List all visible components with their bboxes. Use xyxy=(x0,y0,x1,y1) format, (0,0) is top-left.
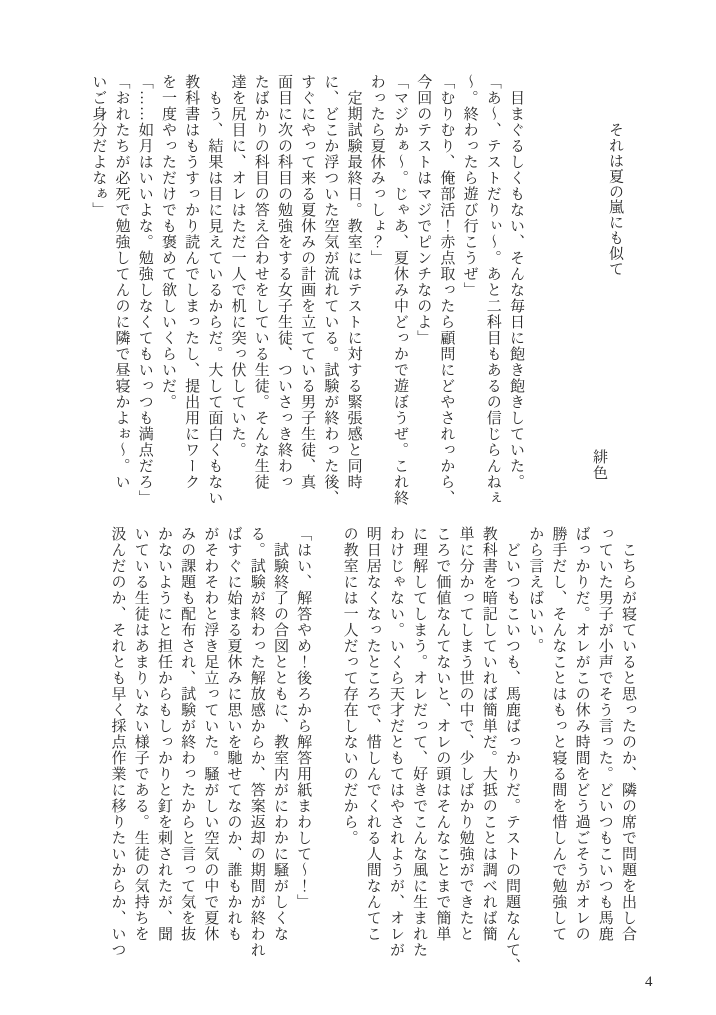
text-line: 「あ〜、テストだりぃ〜。あと二科目もあるの信じらんねぇ xyxy=(484,74,501,506)
text-line: 「……如月はいいよな。勉強しなくてもいっつも満点だろ」 xyxy=(136,74,153,506)
page-number: 4 xyxy=(645,974,653,990)
text-line: 「おれたちが必死で勉強してんのに隣で昼寝かよぉ〜。い xyxy=(113,74,130,490)
text-line: ばすぐに始まる夏休みに思いを馳せてなのか、誰もかれも xyxy=(225,526,242,942)
text-block-bottom xyxy=(105,526,639,978)
text-line: 定期試験最終日。教室にはテストに対する緊張感と同時 xyxy=(345,74,362,490)
text-line: 「はい、解答やめ！後ろから解答用紙まわして〜！」 xyxy=(295,526,312,910)
text-line: に、どこか浮ついた空気が流れている。試験が終わった後、 xyxy=(322,74,339,506)
text-line: 面目に次の科目の勉強をする女子生徒、ついさっき終わっ xyxy=(275,74,292,490)
text-line: 「マジかぁ〜。じゃあ、夏休み中どっかで遊ぼうぜ。これ終 xyxy=(391,74,408,506)
text-line: みの課題も配布され、試験が終わったからと言って気を抜 xyxy=(179,526,196,942)
text-line: 教科書を暗記していれば簡単だ。大抵のことは調べれば簡 xyxy=(480,526,497,942)
text-line: いている生徒はあまりいない様子である。生徒の気持ちを xyxy=(132,526,149,942)
text-line: かないようにと担任からもしっかりと釘を刺されたが、聞 xyxy=(155,526,172,942)
author-name: 緋色 xyxy=(591,449,607,481)
text-line: わけじゃない。いくら天才だともてはやされようが、オレが xyxy=(387,526,404,958)
text-line: 今回のテストはマジでピンチなのよ」 xyxy=(415,74,432,346)
text-line: がそわそわと浮き足立っていた。騒がしい空気の中で夏休 xyxy=(202,526,219,942)
text-line: の教室には一人だって存在しないのだから。 xyxy=(341,526,358,846)
text-line: すぐにやって来る夏休みの計画を立てている男子生徒、真 xyxy=(299,74,316,490)
text-line: 明日居なくなったところで、惜しんでくれる人間なんてこ xyxy=(364,526,381,942)
text-line: に理解してしまう。オレだって、好きでこんな風に生まれた xyxy=(411,526,428,958)
text-line: から言えばいい。 xyxy=(527,526,544,654)
text-line: 汲んだのか、それとも早く採点作業に移りたいからか、いつ xyxy=(109,526,126,958)
text-line: 勝手だし、そんなことはもっと寝る間を惜しんで勉強して xyxy=(550,526,567,942)
text-line: る。試験が終わった解放感からか、答案返却の期間が終われ xyxy=(248,526,265,958)
text-line: 単に分かってしまう世の中で、少しばかり勉強ができたと xyxy=(457,526,474,942)
text-line: こちらが寝ていると思ったのか、隣の席で問題を出し合 xyxy=(620,526,636,942)
text-line: ばっかりだ。オレがこの休み時間をどう過ごそうがオレの xyxy=(573,526,590,942)
text-block-top xyxy=(86,74,527,506)
text-line: 試験終了の合図とともに、教室内がにわかに騒がしくな xyxy=(271,526,288,942)
text-line: 達を尻目に、オレはただ一人で机に突っ伏していた。 xyxy=(229,74,246,458)
text-line: どいつもこいつも、馬鹿ばっかりだ。テストの問題なんて、 xyxy=(503,526,520,974)
text-line: ころで価値なんてないと、オレの頭はそんなことまで簡単 xyxy=(434,526,451,942)
text-line: 〜。終わったら遊び行こうぜ」 xyxy=(461,74,478,298)
text-line: 目まぐるしくもない、そんな毎日に飽き飽きしていた。 xyxy=(508,74,524,490)
text-line: たばかりの科目の答え合わせをしている生徒。そんな生徒 xyxy=(252,74,269,490)
text-line: もう、結果は目に見えているからだ。大して面白くもない xyxy=(206,74,223,506)
text-line: っていた男子が小声でそう言った。どいつもこいつも馬鹿 xyxy=(596,526,613,942)
text-line: 教科書はもうすっかり読んでしまったし、提出用にワーク xyxy=(183,74,200,490)
text-line: わったら夏休みっしょ？」 xyxy=(368,74,385,266)
story-title: それは夏の嵐にも似て xyxy=(607,122,623,276)
text-line-blank xyxy=(314,526,337,978)
text-line: いご身分だよなぁ」 xyxy=(90,74,107,218)
text-line: を一度やっただけでも褒めて欲しいくらいだ。 xyxy=(159,74,176,410)
text-line: 「むりむり、俺部活！赤点取ったら顧問にどやされっから、 xyxy=(438,74,455,506)
